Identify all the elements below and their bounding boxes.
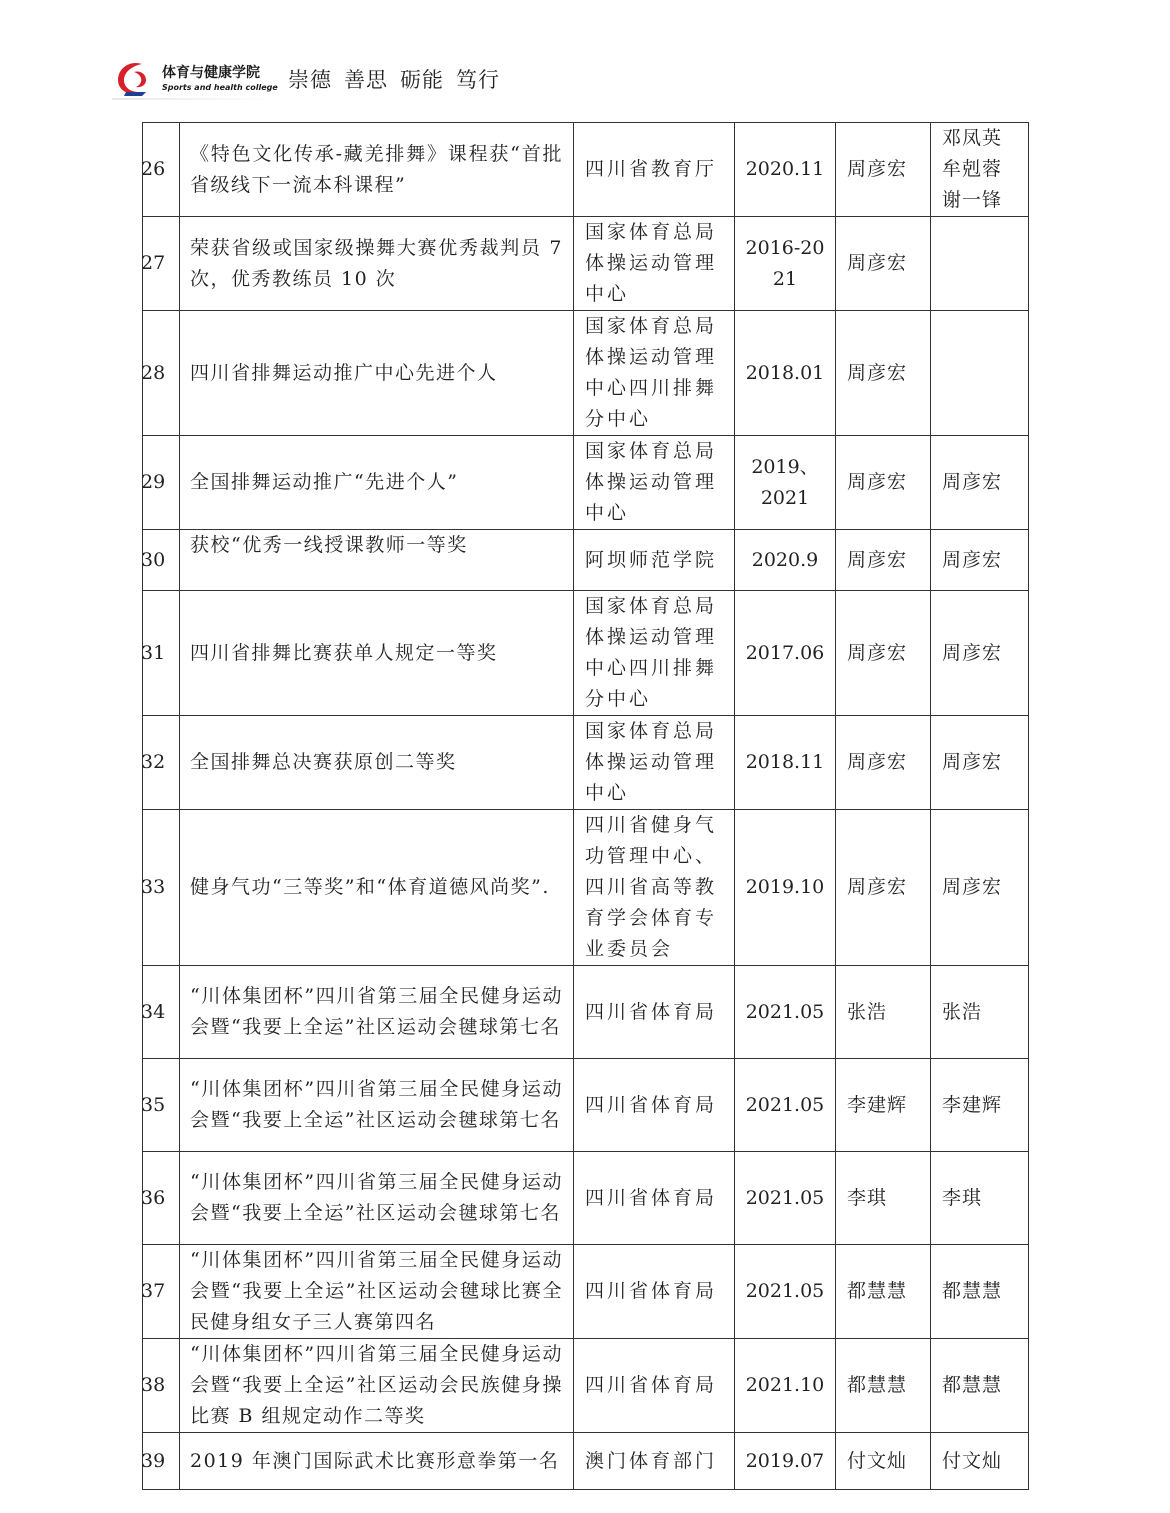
award-person-cell [836,123,931,217]
award-date-cell [735,217,836,311]
award-date: 2019.07 [745,1449,825,1472]
table-row [143,1245,1029,1339]
awarding-organization: 国家体育总局体操运动管理中心四川排舞分中心 [585,595,718,710]
logo-text [162,62,278,92]
award-title: 四川省排舞比赛获单人规定一等奖 [190,641,498,664]
award-title: “川体集团杯”四川省第三届全民健身运动会暨“我要上全运”社区运动会民族健身操比赛 B 组规定动作二等奖 [190,1343,563,1427]
award-date-cell [735,1433,836,1490]
motto [288,64,512,94]
award-members: 都慧慧 [942,1280,1003,1302]
table-row [143,966,1029,1059]
award-date: 2016-20 21 [745,236,825,290]
award-title-cell [180,123,574,217]
awarding-organization-cell [574,1339,735,1433]
award-title: “川体集团杯”四川省第三届全民健身运动会暨“我要上全运”社区运动会毽球比赛全民健身组女子三人赛第四名 [190,1249,563,1333]
table-row [143,436,1029,530]
awarding-organization-cell [574,810,735,966]
row-number: 31 [141,641,166,664]
award-date-cell [735,1059,836,1152]
award-person-cell [836,217,931,311]
header-divider [112,98,272,100]
award-members: 都慧慧 [942,1374,1003,1396]
award-person: 周彦宏 [847,158,908,180]
motto-word: 笃行 [456,68,500,92]
award-members-cell [931,716,1029,810]
award-title: 2019 年澳门国际武术比赛形意拳第一名 [190,1449,560,1472]
awarding-organization-cell [574,716,735,810]
award-person: 都慧慧 [847,1280,908,1302]
awarding-organization: 国家体育总局体操运动管理中心 [585,221,718,305]
award-date-cell [735,1245,836,1339]
award-members-cell [931,1152,1029,1245]
row-number: 38 [141,1374,166,1396]
award-person-cell [836,311,931,436]
award-members-cell [931,1245,1029,1339]
award-person-cell [836,1433,931,1490]
row-number: 35 [141,1093,166,1116]
college-logo-icon [112,58,158,100]
awarding-organization: 四川省健身气功管理中心、四川省高等教育学会体育专业委员会 [585,814,718,960]
award-title-cell [180,810,574,966]
award-members-cell [931,966,1029,1059]
award-members: 李建辉 [942,1093,1003,1116]
table-row [143,810,1029,966]
award-person: 张浩 [847,1000,888,1023]
awarding-organization-cell [574,530,735,591]
awarding-organization: 阿坝师范学院 [585,548,718,571]
award-title-cell [180,217,574,311]
award-title-cell [180,1245,574,1339]
award-person: 周彦宏 [847,252,908,274]
table-row [143,1059,1029,1152]
award-members: 周彦宏 [942,751,1003,773]
row-number: 28 [141,361,166,384]
awarding-organization: 四川省体育局 [585,1000,718,1023]
logo-cn: 体育与健康学院 [162,65,260,81]
award-members: 周彦宏 [942,641,1003,664]
award-title-cell [180,966,574,1059]
awarding-organization-cell [574,217,735,311]
award-person-cell [836,591,931,716]
table-row [143,1433,1029,1490]
row-number-cell [143,1339,180,1433]
motto-word: 砺能 [400,68,444,92]
table-row [143,1152,1029,1245]
award-members-cell [931,591,1029,716]
award-date-cell [735,716,836,810]
award-members-cell [931,217,1029,311]
award-members-cell [931,530,1029,591]
motto-word: 崇德 [288,68,332,92]
awarding-organization: 国家体育总局体操运动管理中心 [585,440,718,524]
motto-word: 善思 [344,68,388,92]
row-number-cell [143,1152,180,1245]
row-number-cell [143,1433,180,1490]
logo-en: Sports and health college [162,83,278,92]
awarding-organization-cell [574,1433,735,1490]
award-person: 周彦宏 [847,548,908,571]
row-number-cell [143,217,180,311]
award-date-cell [735,810,836,966]
award-title: 四川省排舞运动推广中心先进个人 [190,361,498,384]
award-title-cell [180,1152,574,1245]
award-members-cell [931,1059,1029,1152]
table-row [143,1339,1029,1433]
awarding-organization: 四川省体育局 [585,1374,718,1396]
award-person: 李建辉 [847,1093,908,1116]
award-date: 2018.01 [745,361,825,384]
row-number-cell [143,1059,180,1152]
awarding-organization: 澳门体育部门 [585,1449,718,1472]
award-title-cell [180,591,574,716]
table-row [143,217,1029,311]
page-header [112,58,532,100]
award-person-cell [836,810,931,966]
awards-table [142,122,1029,1490]
awarding-organization: 国家体育总局体操运动管理中心四川排舞分中心 [585,315,718,430]
awarding-organization: 国家体育总局体操运动管理中心 [585,720,718,804]
award-person-cell [836,530,931,591]
award-members: 张浩 [942,1000,983,1023]
row-number-cell [143,716,180,810]
award-members-cell [931,436,1029,530]
award-date: 2020.11 [745,158,825,180]
awarding-organization-cell [574,1245,735,1339]
award-person: 周彦宏 [847,641,908,664]
award-title: 《特色文化传承-藏羌排舞》课程获“首批省级线下一流本科课程” [190,142,563,196]
row-number: 30 [141,548,166,571]
award-date: 2019、 2021 [751,455,819,509]
award-members: 周彦宏 [942,876,1003,898]
award-date: 2019.10 [745,876,825,898]
award-title-cell [180,1433,574,1490]
awarding-organization: 四川省教育厅 [585,158,718,180]
award-date-cell [735,1339,836,1433]
row-number-cell [143,591,180,716]
row-number: 34 [141,1000,166,1023]
award-date: 2021.10 [745,1374,825,1396]
row-number-cell [143,810,180,966]
row-number: 27 [141,252,166,274]
award-date-cell [735,436,836,530]
row-number-cell [143,123,180,217]
award-members-cell [931,1339,1029,1433]
award-date-cell [735,530,836,591]
award-title-cell [180,311,574,436]
awarding-organization: 四川省体育局 [585,1280,718,1302]
awarding-organization: 四川省体育局 [585,1093,718,1116]
award-members: 邓凤英 牟剋蓉 谢一锋 [942,127,1003,211]
table-row [143,530,1029,591]
award-members-cell [931,810,1029,966]
row-number-cell [143,436,180,530]
award-title: 荣获省级或国家级操舞大赛优秀裁判员 7 次，优秀教练员 10 次 [190,236,563,290]
award-members: 周彦宏 [942,548,1003,571]
award-title: “川体集团杯”四川省第三届全民健身运动会暨“我要上全运”社区运动会毽球第七名 [190,985,563,1038]
awarding-organization-cell [574,966,735,1059]
row-number-cell [143,311,180,436]
award-date: 2020.9 [751,548,819,571]
award-person-cell [836,1339,931,1433]
table-row [143,591,1029,716]
award-title: 全国排舞运动推广“先进个人” [190,471,459,493]
award-person: 周彦宏 [847,751,908,773]
award-person: 周彦宏 [847,471,908,493]
table-row [143,311,1029,436]
award-date-cell [735,591,836,716]
award-person: 周彦宏 [847,876,908,898]
awarding-organization-cell [574,311,735,436]
award-title-cell [180,1339,574,1433]
award-date-cell [735,966,836,1059]
award-person-cell [836,1059,931,1152]
award-title: 全国排舞总决赛获原创二等奖 [190,751,457,773]
award-date: 2017.06 [745,641,825,664]
award-person: 付文灿 [847,1449,908,1472]
row-number-cell [143,530,180,591]
awarding-organization-cell [574,1059,735,1152]
table-row [143,123,1029,217]
award-title-cell [180,530,574,591]
award-members-cell [931,1433,1029,1490]
row-number: 37 [141,1280,166,1302]
row-number: 33 [141,876,166,898]
row-number-cell [143,1245,180,1339]
award-person: 周彦宏 [847,361,908,384]
award-person: 都慧慧 [847,1374,908,1396]
awarding-organization-cell [574,436,735,530]
award-title-cell [180,716,574,810]
award-date: 2021.05 [745,1186,825,1209]
award-title: “川体集团杯”四川省第三届全民健身运动会暨“我要上全运”社区运动会毽球第七名 [190,1078,563,1131]
table-row [143,716,1029,810]
award-title: 健身气功“三等奖”和“体育道德风尚奖”. [190,876,550,898]
award-members-cell [931,311,1029,436]
award-date: 2021.05 [745,1280,825,1302]
row-number-cell [143,966,180,1059]
row-number: 32 [141,751,166,773]
award-members-cell [931,123,1029,217]
award-members: 周彦宏 [942,471,1003,493]
award-members: 李琪 [942,1186,983,1209]
award-person-cell [836,716,931,810]
award-person-cell [836,966,931,1059]
row-number: 36 [141,1186,166,1209]
awarding-organization-cell [574,591,735,716]
row-number: 26 [141,158,166,180]
awarding-organization: 四川省体育局 [585,1186,718,1209]
award-date-cell [735,311,836,436]
award-title-cell [180,1059,574,1152]
award-title: “川体集团杯”四川省第三届全民健身运动会暨“我要上全运”社区运动会毽球第七名 [190,1171,563,1224]
award-person-cell [836,1152,931,1245]
award-person-cell [836,436,931,530]
awarding-organization-cell [574,123,735,217]
award-person: 李琪 [847,1186,888,1209]
award-date-cell [735,123,836,217]
award-date: 2021.05 [745,1093,825,1116]
award-title: 获校“优秀一线授课教师一等奖 [190,534,468,556]
row-number: 39 [141,1449,166,1472]
row-number: 29 [141,471,166,493]
award-title-cell [180,436,574,530]
award-date: 2021.05 [745,1000,825,1023]
award-date-cell [735,1152,836,1245]
award-person-cell [836,1245,931,1339]
award-members: 付文灿 [942,1449,1003,1472]
awarding-organization-cell [574,1152,735,1245]
award-date: 2018.11 [745,751,825,773]
